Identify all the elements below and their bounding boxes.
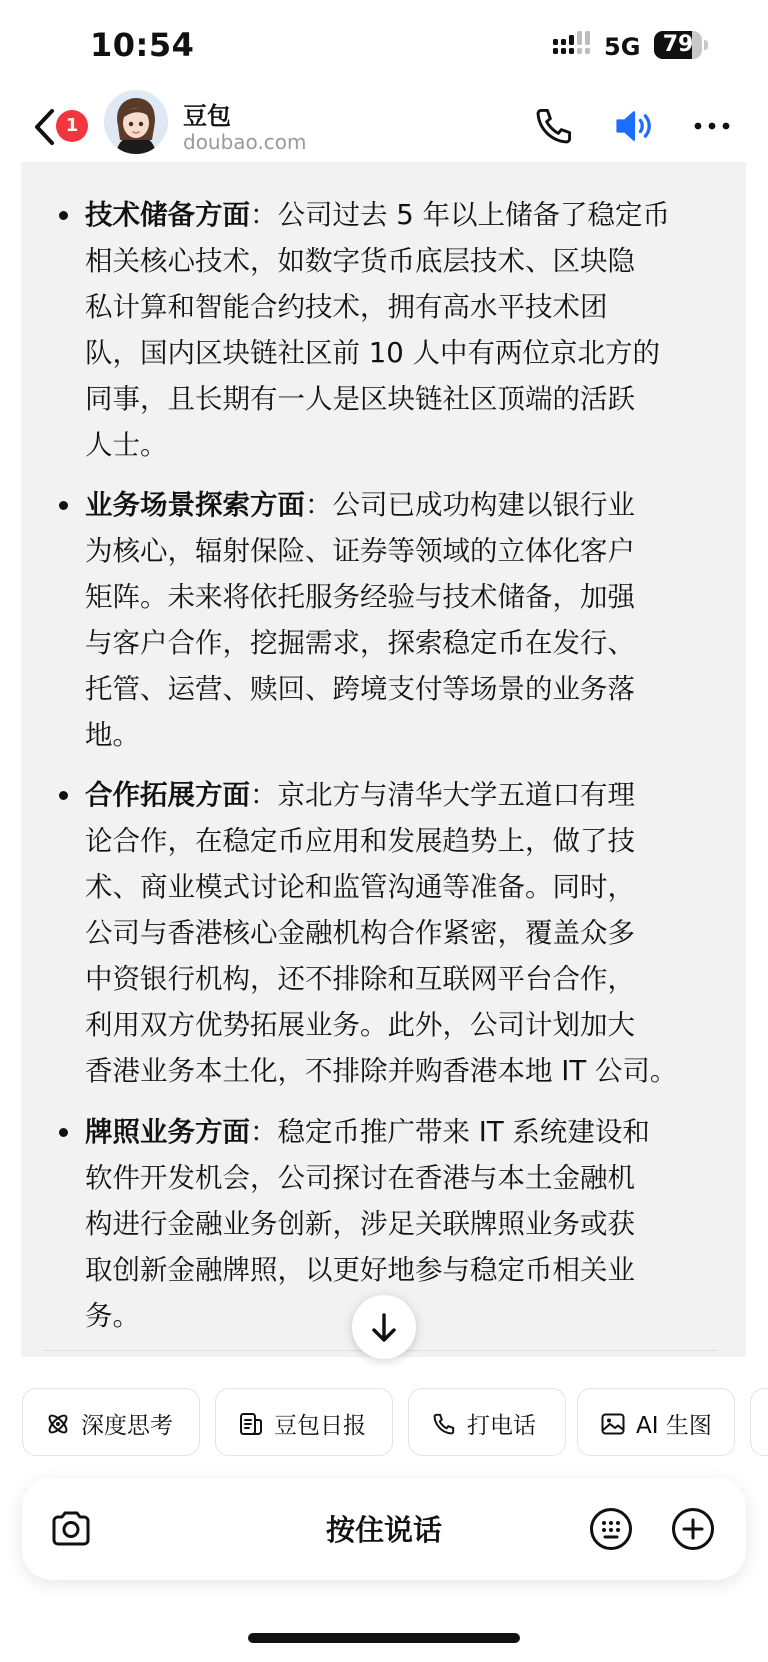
text-line: 软件开发机会，公司探讨在香港与本土金融机 xyxy=(85,1162,635,1194)
text-line: 务。 xyxy=(85,1300,140,1332)
image-icon xyxy=(600,1411,626,1437)
speaker-button[interactable] xyxy=(612,104,656,148)
text-line: 私计算和智能合约技术，拥有高水平技术团 xyxy=(85,291,608,323)
scroll-to-bottom-button[interactable] xyxy=(352,1295,416,1359)
keyboard-icon xyxy=(588,1506,634,1552)
add-button[interactable] xyxy=(670,1506,716,1552)
home-indicator xyxy=(248,1633,520,1643)
phone-icon xyxy=(532,104,576,148)
chip-call[interactable] xyxy=(408,1388,566,1456)
text-line: 为核心，辐射保险、证券等领域的立体化客户 xyxy=(85,535,635,567)
text-line: 与客户合作，挖掘需求，探索稳定币在发行、 xyxy=(85,627,635,659)
more-icon xyxy=(690,104,734,148)
back-button[interactable] xyxy=(30,102,92,152)
chat-header xyxy=(0,90,768,162)
bullet-text xyxy=(85,772,735,1094)
chip-label: 豆包日报 xyxy=(274,1413,366,1439)
avatar-image xyxy=(104,90,168,154)
chip-partial[interactable] xyxy=(750,1388,768,1456)
phone-icon xyxy=(431,1411,457,1437)
message-bubble xyxy=(21,162,746,1357)
text-line: ：京北方与清华大学五道口有理 xyxy=(250,779,635,811)
text-line: 香港业务本土化，不排除并购香港本地 IT 公司。 xyxy=(85,1055,678,1087)
text-line: 托管、运营、赎回、跨境支付等场景的业务落 xyxy=(85,673,635,705)
chip-doubao-daily[interactable] xyxy=(215,1388,393,1456)
network-type: 5G xyxy=(604,33,641,61)
chip-label: 打电话 xyxy=(467,1413,536,1439)
text-line: 人士。 xyxy=(85,429,168,461)
text-line: 公司与香港核心金融机构合作紧密，覆盖众多 xyxy=(85,917,635,949)
bullet-dot xyxy=(59,791,68,800)
text-line: 利用双方优势拓展业务。此外，公司计划加大 xyxy=(85,1009,635,1041)
chip-ai-image[interactable] xyxy=(577,1388,735,1456)
bullet-dot xyxy=(59,1128,68,1137)
status-time: 10:54 xyxy=(90,26,195,64)
cellular-signal-icon xyxy=(553,31,591,59)
hold-to-talk-button[interactable]: 按住说话 xyxy=(325,1513,442,1547)
input-bar xyxy=(22,1478,746,1580)
bot-name: 豆包 xyxy=(183,102,231,130)
text-line: ：公司过去 5 年以上储备了稳定币 xyxy=(250,199,670,231)
battery-level: 79 xyxy=(662,32,694,57)
quick-actions xyxy=(0,1388,768,1456)
text-line: 地。 xyxy=(85,719,140,751)
bot-domain: doubao.com xyxy=(183,130,307,154)
chip-deep-thinking[interactable] xyxy=(22,1388,200,1456)
plus-icon xyxy=(670,1506,716,1552)
bullet-title: 业务场景探索方面 xyxy=(85,489,305,521)
unread-badge: 1 xyxy=(56,110,88,142)
text-line: 队，国内区块链社区前 10 人中有两位京北方的 xyxy=(85,337,660,369)
text-line: 同事，且长期有一人是区块链社区顶端的活跃 xyxy=(85,383,635,415)
text-line: ：稳定币推广带来 IT 系统建设和 xyxy=(250,1116,650,1148)
bullet-title: 牌照业务方面 xyxy=(85,1116,250,1148)
text-line: 构进行金融业务创新，涉足关联牌照业务或获 xyxy=(85,1208,635,1240)
battery-icon xyxy=(654,31,708,59)
bullet-title: 合作拓展方面 xyxy=(85,779,250,811)
bullet-dot xyxy=(59,211,68,220)
text-line: 中资银行机构，还不排除和互联网平台合作， xyxy=(85,963,635,995)
more-button[interactable] xyxy=(690,104,734,148)
keyboard-button[interactable] xyxy=(588,1506,634,1552)
bullet-title: 技术储备方面 xyxy=(85,199,250,231)
text-line: 论合作，在稳定币应用和发展趋势上，做了技 xyxy=(85,825,635,857)
atom-icon xyxy=(45,1411,71,1437)
text-line: ：公司已成功构建以银行业 xyxy=(305,489,635,521)
chip-label: 深度思考 xyxy=(81,1413,173,1439)
bullet-text xyxy=(85,482,735,758)
arrow-down-icon xyxy=(352,1295,416,1359)
bullet-text xyxy=(85,192,735,468)
text-line: 取创新金融牌照，以更好地参与稳定币相关业 xyxy=(85,1254,635,1286)
speaker-icon xyxy=(612,104,656,148)
text-line: 相关核心技术，如数字货币底层技术、区块隐 xyxy=(85,245,635,277)
avatar[interactable] xyxy=(104,90,168,154)
news-icon xyxy=(238,1411,264,1437)
chip-label: AI 生图 xyxy=(636,1413,712,1439)
text-line: 术、商业模式讨论和监管沟通等准备。同时， xyxy=(85,871,635,903)
phone-call-button[interactable] xyxy=(532,104,576,148)
text-line: 矩阵。未来将依托服务经验与技术储备，加强 xyxy=(85,581,635,613)
status-bar xyxy=(0,0,768,92)
bullet-dot xyxy=(59,501,68,510)
